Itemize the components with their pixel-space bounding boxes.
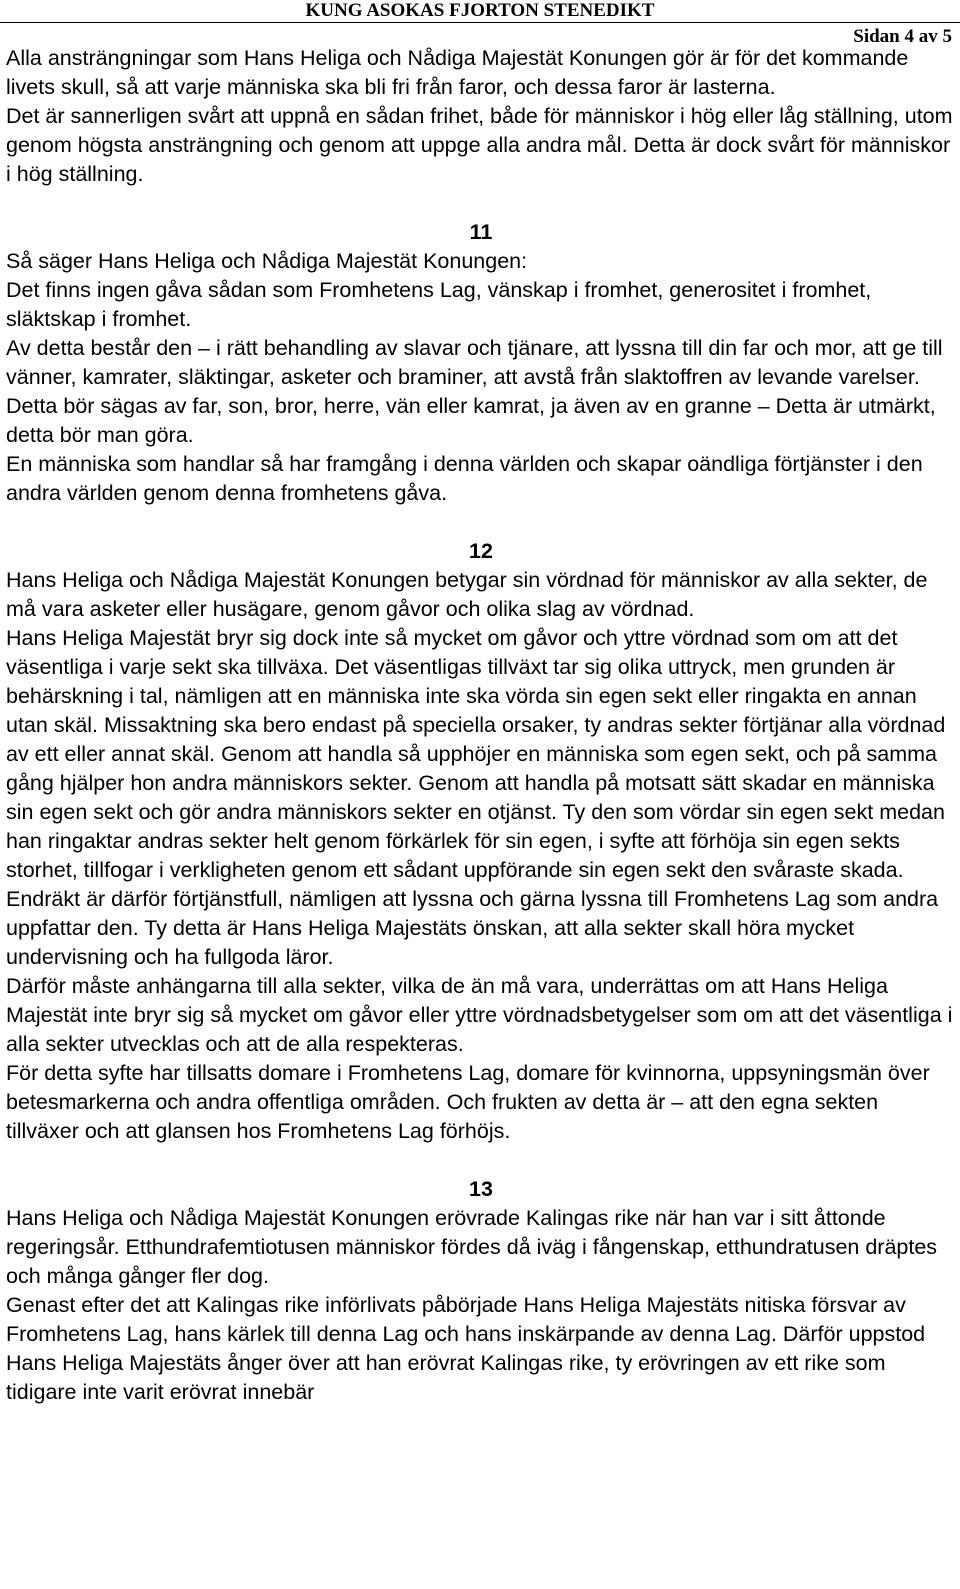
section-paragraph: Hans Heliga och Nådiga Majestät Konungen betygar sin vördnad för människor av alla sekter, de må vara asketer eller husägare, genom gåvor och olika slag av vördnad. <box>6 568 928 621</box>
section-paragraph: Av detta består den – i rätt behandling av slavar och tjänare, att lyssna till din far och mor, att ge till vänner, kamrater, släktingar, asketer och braminer, att avstå från slaktoffren av levande varelser. <box>6 336 943 389</box>
section-paragraph: För detta syfte har tillsatts domare i Fromhetens Lag, domare för kvinnorna, uppsyningsmän över betesmarkerna och andra offentliga områden. Och frukten av detta är – att den egna sekten tillväxer och att glansen hos Fromhetens Lag förhöjs. <box>6 1061 930 1143</box>
section-number: 11 <box>469 220 493 244</box>
intro-paragraph: Det är sannerligen svårt att uppnå en sådan frihet, både för människor i hög eller låg ställning, utom genom högsta ansträngning och genom att uppge alla andra mål. Detta är dock svårt för människor i hög ställning. <box>6 104 953 186</box>
section-paragraph: Hans Heliga Majestät bryr sig dock inte så mycket om gåvor och yttre vördnad som om att det väsentliga i varje sekt ska tillväxa. Det väsentligas tillväxt tar sig olika uttryck, men grunden är behärskning i tal, nämligen att en människa inte ska vörda sin egen sekt eller ringakta en annan utan skäl. Missaktning ska bero endast på speciella orsaker, ty andras sekter förtjänar alla vördnad av ett eller annat skäl. Genom att handla så upphöjer en människa som egen sekt, och på samma gång hjälper hon andra människors sekter. Genom att handla på motsatt sätt skadar en människa sin egen sekt och gör andra människors sekter en otjänst. Ty den som vördar sin egen sekt medan han ringaktar andras sekter helt genom förkärlek för sin egen, i syfte att förhöja sin egen sekts storhet, tillfogar i verkligheten genom ett sådant uppförande sin egen sekt den svåraste skada. <box>6 626 946 882</box>
running-header-title: KUNG ASOKAS FJORTON STENEDIKT <box>0 0 960 23</box>
section-paragraph: Därför måste anhängarna till alla sekter, vilka de än må vara, underrättas om att Hans Heliga Majestät inte bryr sig så mycket om gåvor eller yttre vördnadsbetygelser som om att det väsentliga i alla sekter utvecklas och att de alla respekteras. <box>6 974 953 1056</box>
document-body <box>6 44 956 1407</box>
intro-paragraph: Alla ansträngningar som Hans Heliga och Nådiga Majestät Konungen gör är för det kommande livets skull, så att varje människa ska bli fri från faror, och dessa faror är lasterna. <box>6 46 909 99</box>
section-number: 12 <box>469 539 493 563</box>
page-number: Sidan 4 av 5 <box>853 26 952 47</box>
section-paragraph: Endräkt är därför förtjänstfull, nämligen att lyssna och gärna lyssna till Fromhetens Lag som andra uppfattar den. Ty detta är Hans Heliga Majestäts önskan, att alla sekter skall höra mycket undervisning och ha fullgoda läror. <box>6 887 939 969</box>
section-paragraph: Det finns ingen gåva sådan som Fromhetens Lag, vänskap i fromhet, generositet i fromhet, släktskap i fromhet. <box>6 278 872 331</box>
section-paragraph: Så säger Hans Heliga och Nådiga Majestät Konungen: <box>6 249 528 273</box>
section-paragraph: Hans Heliga och Nådiga Majestät Konungen erövrade Kalingas rike när han var i sitt åttonde regeringsår. Etthundrafemtiotusen människor fördes då iväg i fångenskap, etthundratusen dräptes och många gånger fler dog. <box>6 1206 938 1288</box>
section-paragraph: Detta bör sägas av far, son, bror, herre, vän eller kamrat, ja även av en granne – Detta är utmärkt, detta bör man göra. <box>6 394 936 447</box>
section-paragraph: En människa som handlar så har framgång i denna världen och skapar oändliga förtjänster i den andra världen genom denna fromhetens gåva. <box>6 452 923 505</box>
section-number: 13 <box>469 1177 493 1201</box>
section-paragraph: Genast efter det att Kalingas rike införlivats påbörjade Hans Heliga Majestäts nitiska försvar av Fromhetens Lag, hans kärlek till denna Lag och hans inskärpande av denna Lag. Därför uppstod Hans Heliga Majestäts ånger över att han erövrat Kalingas rike, ty erövringen av ett rike som tidigare inte varit erövrat innebär <box>6 1293 926 1404</box>
